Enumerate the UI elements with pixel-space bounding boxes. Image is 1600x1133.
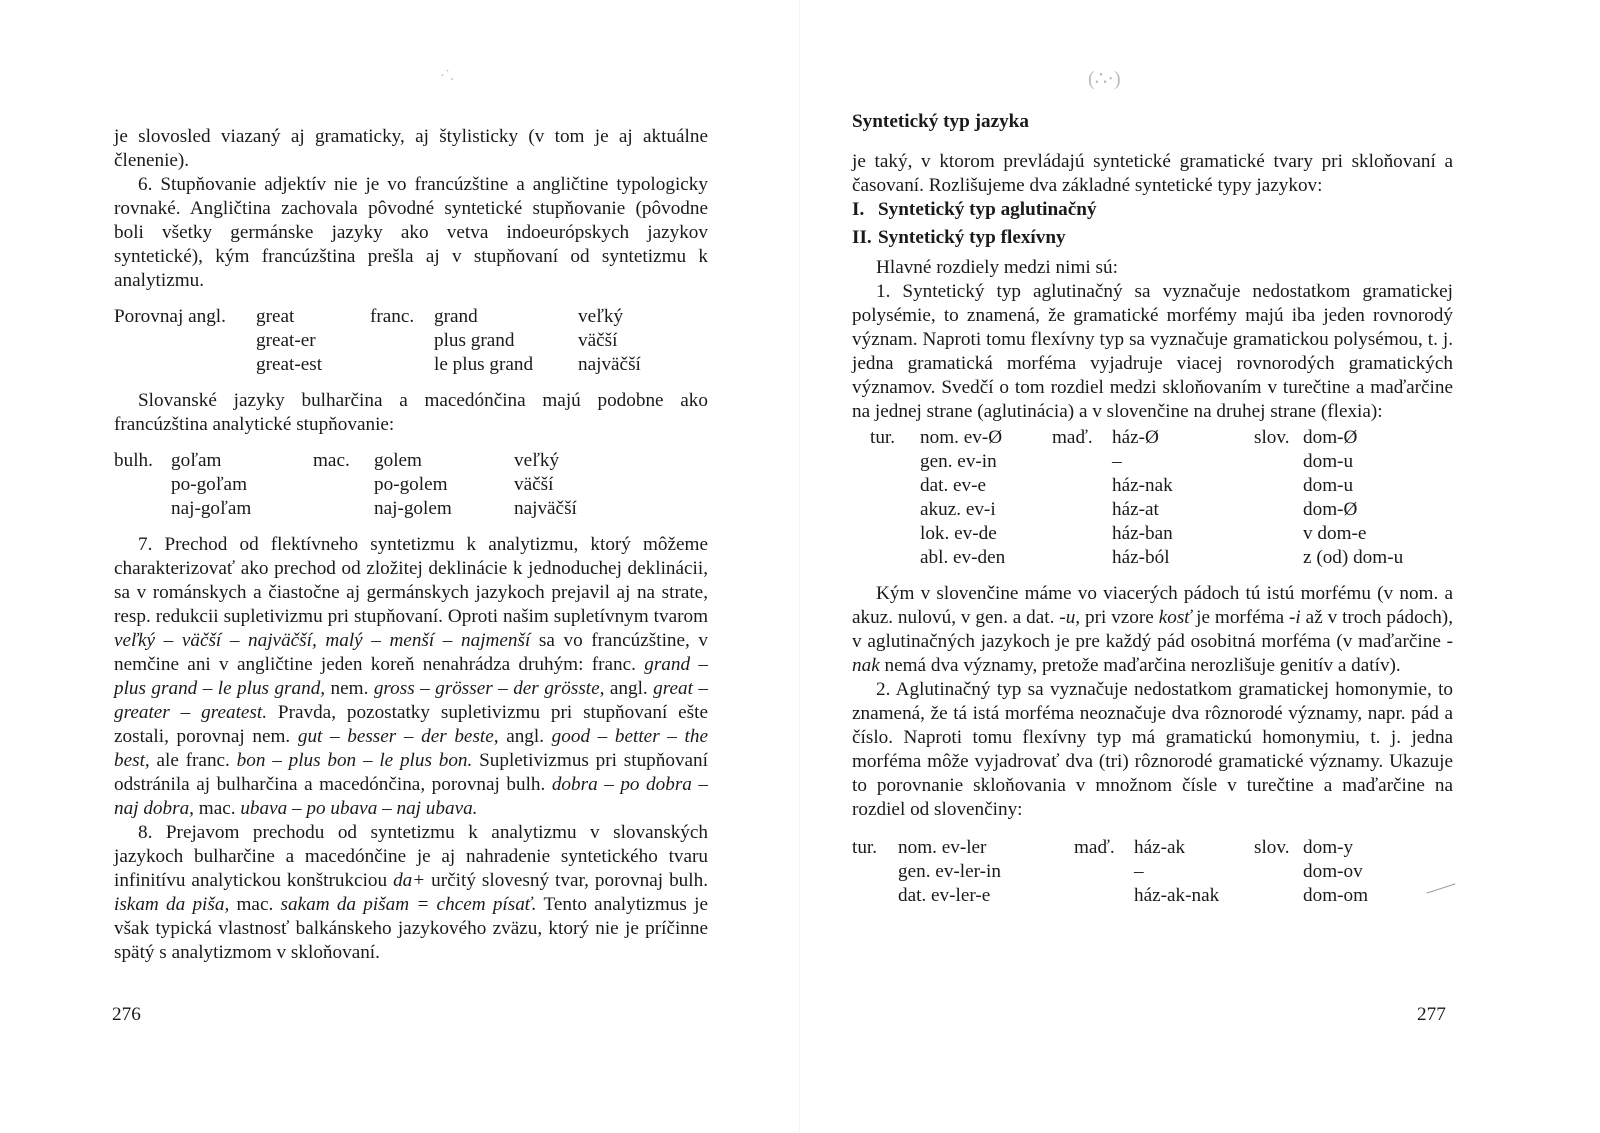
table-row	[852, 836, 1368, 860]
table-cell	[1254, 860, 1303, 884]
table-cell: maď.	[1052, 427, 1093, 448]
table-cell: slov.	[1254, 837, 1290, 858]
table-cell: ház-ak-nak	[1134, 885, 1220, 906]
italic-example: great – greater – greatest.	[114, 678, 708, 723]
table-cell	[370, 353, 434, 377]
table-cell	[1254, 884, 1303, 908]
italic-example: ubava – po ubava – naj ubava.	[240, 798, 478, 819]
italic-example: -i	[1289, 607, 1301, 628]
table-cell: ház-ból	[1112, 547, 1170, 568]
table-cell	[114, 353, 256, 377]
table-cell: najväčší	[578, 354, 641, 375]
table-row	[114, 449, 577, 473]
table-row	[114, 497, 577, 521]
table-row	[870, 426, 1403, 450]
italic-example: da+	[393, 870, 426, 891]
table-cell	[1052, 498, 1112, 522]
table-cell	[114, 497, 171, 521]
text-run: 7. Prechod od flektívneho syntetizmu k analytizmu, ktorý môžeme charakterizovať ako prechod od zložitej deklinácie k jednoduchej deklinácii, sa v románskych a čiastočne aj germánskych jazykoch prejavil aj na strate, resp. redukcii supletivizmu pri stupňovaní. Oproti našim supletívnym tvarom	[114, 534, 708, 627]
table-cell: po-golem	[374, 474, 448, 495]
text-run: 8. Prejavom prechodu od syntetizmu k analytizmu v slovanských jazykoch bulharčine a macedónčine je aj nahradenie syntetického tvaru infinitívu analytickou konštrukciou	[114, 822, 708, 891]
table-cell	[870, 498, 920, 522]
table-cell: dom-om	[1303, 885, 1369, 906]
paragraph: je taký, v ktorom prevládajú syntetické gramatické tvary pri skloňovaní a časovaní. Rozlišujeme dva základné syntetické typy jazykov:	[852, 151, 1453, 196]
table-cell: dom-u	[1303, 451, 1354, 472]
table-cell: dom-ov	[1303, 861, 1363, 882]
table-cell: goľam	[171, 450, 222, 471]
text-run: mac.	[229, 894, 281, 915]
text-run: až v troch pádoch), v aglutinačných jazykoch je pre každý pád osobitná morféma (v maďarčine	[852, 607, 1453, 652]
text-run: Tento analytizmus je však typická vlastnosť balkánskeho jazykového zväzu, ktorý nie je príčinne spätý s analytizmom v skloňovaní.	[114, 894, 708, 963]
table-cell: z (od) dom-u	[1303, 547, 1404, 568]
table-cell: gen. ev-in	[920, 451, 997, 472]
table-row	[114, 305, 641, 329]
table-cell: po-goľam	[171, 474, 248, 495]
table-cell: najväčší	[514, 498, 577, 519]
table-cell	[870, 450, 920, 474]
italic-example: veľký – väčší – najväčší, malý – menší – najmenší	[114, 630, 531, 651]
paragraph: 6. Stupňovanie adjektív nie je vo francúzštine a angličtine typologicky rovnaké. Angličtina zachovala pôvodné syntetické stupňovanie (pôvodne boli všetky germánske jazyky ako vetva indoeurópskych jazykov syntetické), kým francúzština prešla aj v stupňovaní od syntetizmu k analytizmu.	[114, 174, 708, 291]
italic-example: grand – plus grand – le plus grand,	[114, 654, 708, 699]
table-cell: veľký	[578, 306, 624, 327]
paragraph: 1. Syntetický typ aglutinačný sa vyznačuje nedostatkom gramatickej polysémie, to znamená, že gramatické morfémy majú iba jeden rovnorodý význam. Naproti tomu flexívny typ sa vyznačuje gramatickou polysémou, t. j. jedna gramatická morféma vyjadruje viacej rovnorodých gramatických významov. Svedčí o tom rozdiel medzi skloňovaním v turečtine a maďarčine na jednej strane (aglutinácia) a v slovenčine na druhej strane (flexia):	[852, 281, 1453, 422]
table-row	[870, 498, 1403, 522]
text-run: pri vzore	[1080, 607, 1159, 628]
italic-example: iskam da piša,	[114, 894, 230, 915]
table-cell: akuz. ev-i	[920, 499, 996, 520]
table-cell: v dom-e	[1303, 523, 1367, 544]
page-smudge: (∴·)	[1088, 68, 1121, 90]
paragraph	[114, 533, 708, 821]
text-run: určitý slovesný tvar, porovnaj bulh.	[425, 870, 708, 891]
italic-example: -u,	[1059, 607, 1081, 628]
table-cell: maď.	[1074, 837, 1115, 858]
table-cell: bulh.	[114, 450, 153, 471]
table-cell: plus grand	[434, 330, 515, 351]
text-run: je morféma	[1191, 607, 1290, 628]
comparison-table-bulh-mac	[114, 449, 577, 521]
right-page	[800, 0, 1600, 1133]
table-cell	[852, 860, 898, 884]
paragraph: Slovanské jazyky bulharčina a macedónčina majú podobne ako francúzština analytické stupňovanie:	[114, 390, 708, 435]
table-cell: väčší	[514, 474, 554, 495]
right-page-text	[852, 110, 1453, 908]
table-cell	[1254, 474, 1303, 498]
table-row	[870, 450, 1403, 474]
table-cell	[852, 884, 898, 908]
table-row	[852, 884, 1368, 908]
table-cell: great-est	[256, 354, 323, 375]
table-cell: franc.	[370, 306, 415, 327]
italic-example: good – better – the best,	[114, 726, 708, 771]
table-cell: ház-nak	[1112, 475, 1173, 496]
paragraph	[114, 821, 708, 965]
page-smudge: ·˙.	[440, 68, 454, 84]
table-cell: slov.	[1254, 427, 1290, 448]
text-run: Pravda, pozostatky supletivizmu pri stupňovaní ešte zostali, porovnaj nem.	[114, 702, 708, 747]
comparison-table-angl-franc	[114, 305, 641, 377]
italic-example: kosť	[1158, 607, 1192, 628]
paragraph	[852, 582, 1453, 678]
text-run: Kým v slovenčine máme vo viacerých pádoch tú istú morfému (v nom. a akuz. nulovú, v gen. a dat.	[852, 583, 1453, 628]
table-cell: väčší	[578, 330, 618, 351]
left-page-text	[114, 125, 708, 965]
table-cell: great-er	[256, 330, 316, 351]
table-cell: veľký	[514, 450, 560, 471]
page-number: 276	[112, 1004, 141, 1025]
italic-example: gut – besser – der beste,	[297, 726, 499, 747]
table-cell: lok. ev-de	[920, 523, 997, 544]
table-cell	[1074, 884, 1134, 908]
table-cell: naj-golem	[374, 498, 452, 519]
table-row	[852, 860, 1368, 884]
paragraph: je slovosled viazaný aj gramaticky, aj štylisticky (v tom je aj aktuálne členenie).	[114, 126, 708, 171]
table-cell	[114, 329, 256, 353]
italic-example: gross – grösser – der grösste,	[373, 678, 605, 699]
text-run: nemá dva významy, pretože maďarčina nerozlišuje genitív a datív).	[879, 655, 1401, 676]
table-cell: ház-at	[1112, 499, 1159, 520]
table-cell: dat. ev-ler-e	[898, 885, 991, 906]
section-heading: Syntetický typ jazyka	[852, 111, 1029, 132]
italic-example: dobra – po dobra – naj dobra,	[114, 774, 708, 819]
table-cell: dat. ev-e	[920, 475, 987, 496]
table-row	[870, 474, 1403, 498]
list-number: II.	[852, 227, 872, 248]
paragraph: 2. Aglutinačný typ sa vyznačuje nedostatkom gramatickej homonymie, to znamená, že tá istá morféma neoznačuje dva rôznorodé významy, napr. pád a číslo. Naproti tomu flexívny typ má gramatickú homonymiu, t. j. jedna morféma môže vyjadrovať dva (tri) rôznorodé gramatické významy. Ukazuje to porovnanie skloňovania v množnom čísle v turečtine a maďarčine na rozdiel od slovenčiny:	[852, 679, 1453, 820]
table-cell: –	[1112, 451, 1122, 472]
table-row	[870, 522, 1403, 546]
list-label: Syntetický typ aglutinačný	[878, 199, 1097, 220]
table-cell: tur.	[870, 427, 896, 448]
table-cell: abl. ev-den	[920, 547, 1006, 568]
table-cell: tur.	[852, 837, 878, 858]
table-cell	[313, 497, 374, 521]
declension-table-singular	[870, 426, 1403, 570]
table-cell	[370, 329, 434, 353]
text-run: angl.	[498, 726, 552, 747]
type-list-item	[852, 198, 1453, 222]
table-cell: dom-Ø	[1303, 427, 1358, 448]
table-cell	[114, 473, 171, 497]
table-cell	[870, 474, 920, 498]
table-cell: ház-ban	[1112, 523, 1173, 544]
italic-example: bon – plus bon – le plus bon.	[236, 750, 473, 771]
table-cell: ház-Ø	[1112, 427, 1159, 448]
table-row	[114, 353, 641, 377]
table-cell	[1052, 522, 1112, 546]
table-cell: mac.	[313, 450, 350, 471]
table-cell: naj-goľam	[171, 498, 252, 519]
table-row	[114, 473, 577, 497]
table-cell: le plus grand	[434, 354, 534, 375]
table-cell	[1052, 546, 1112, 570]
table-cell	[1052, 474, 1112, 498]
table-cell: dom-u	[1303, 475, 1354, 496]
text-run: Supletivizmus pri stupňovaní odstránila aj bulharčina a macedónčina, porovnaj bulh.	[114, 750, 708, 795]
table-cell	[1052, 450, 1112, 474]
table-cell	[1074, 860, 1134, 884]
italic-example: sakam da pišam = chcem písať.	[280, 894, 537, 915]
table-cell: nom. ev-Ø	[920, 427, 1003, 448]
page-number: 277	[1417, 1004, 1446, 1025]
table-cell: ház-ak	[1134, 837, 1186, 858]
table-cell: dom-Ø	[1303, 499, 1358, 520]
list-label: Syntetický typ flexívny	[878, 227, 1066, 248]
table-cell	[870, 522, 920, 546]
table-cell	[1254, 522, 1303, 546]
table-cell: nom. ev-ler	[898, 837, 987, 858]
declension-table-plural	[852, 836, 1368, 908]
table-cell: golem	[374, 450, 422, 471]
table-cell: Porovnaj angl.	[114, 306, 226, 327]
text-run: mac.	[193, 798, 241, 819]
table-cell	[1254, 546, 1303, 570]
table-cell: great	[256, 306, 295, 327]
table-cell: gen. ev-ler-in	[898, 861, 1001, 882]
table-cell	[870, 546, 920, 570]
table-cell	[1254, 498, 1303, 522]
table-cell	[1254, 450, 1303, 474]
type-list-item	[852, 226, 1453, 250]
table-cell: grand	[434, 306, 478, 327]
text-run: angl.	[604, 678, 654, 699]
table-row	[870, 546, 1403, 570]
text-run: sa vo francúzštine, v nemčine ani v angličtine jeden koreň nenahrádza druhým: franc.	[114, 630, 708, 675]
table-cell: –	[1134, 861, 1144, 882]
table-cell	[313, 473, 374, 497]
table-row	[114, 329, 641, 353]
text-run: ale franc.	[149, 750, 237, 771]
list-number: I.	[852, 199, 865, 220]
italic-example: -nak	[852, 631, 1453, 676]
table-cell: dom-y	[1303, 837, 1354, 858]
paragraph: Hlavné rozdiely medzi nimi sú:	[876, 257, 1118, 278]
text-run: nem.	[325, 678, 374, 699]
